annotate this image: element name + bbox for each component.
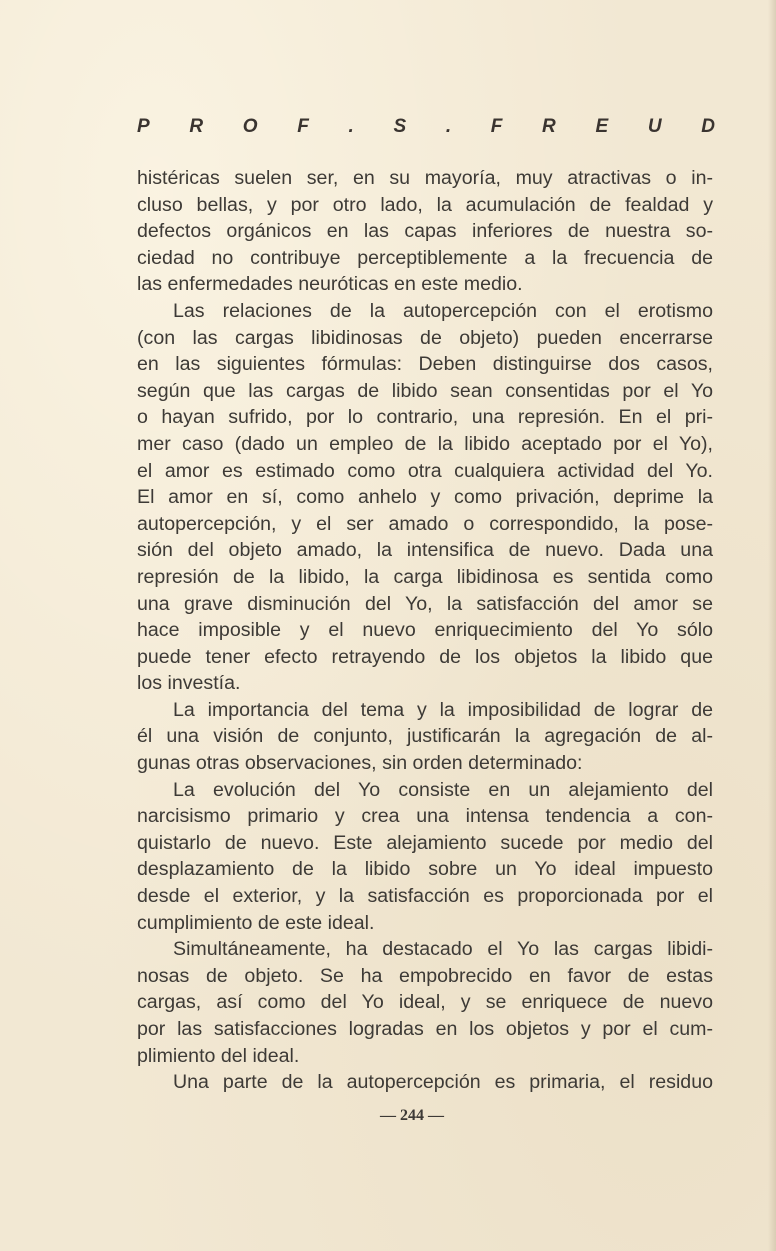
running-head-letter: S: [393, 116, 407, 137]
running-head-letter: R: [189, 116, 204, 137]
text-line: en las siguientes fórmulas: Deben distinguirse dos casos,: [137, 353, 713, 376]
text-line: ciedad no contribuye perceptiblemente a la frecuencia de: [137, 246, 713, 269]
page-edge-shadow: [768, 0, 776, 1251]
text-line: La importancia del tema y la imposibilidad de lograr de: [173, 698, 713, 721]
text-line: quistarlo de nuevo. Este alejamiento sucede por medio del: [137, 831, 713, 854]
text-line: defectos orgánicos en las capas inferiores de nuestra so-: [137, 220, 713, 243]
text-line: según que las cargas de libido sean consentidas por el Yo: [137, 379, 713, 402]
text-line: Una parte de la autopercepción es primaria, el residuo: [173, 1071, 713, 1094]
text-line: desplazamiento de la libido sobre un Yo ideal impuesto: [137, 858, 713, 881]
running-head-letter: F: [490, 116, 503, 137]
text-line: desde el exterior, y la satisfacción es proporcionada por el: [137, 885, 713, 908]
text-line: los investía.: [137, 672, 241, 695]
text-line: Las relaciones de la autopercepción con el erotismo: [173, 299, 713, 322]
text-line: por las satisfacciones logradas en los objetos y por el cum-: [137, 1018, 713, 1040]
text-line: El amor en sí, como anhelo y como privación, deprime la: [137, 486, 713, 509]
text-line: nosas de objeto. Se ha empobrecido en favor de estas: [137, 964, 713, 987]
running-head-letter: .: [445, 116, 452, 137]
text-line: sión del objeto amado, la intensifica de nuevo. Dada una: [137, 539, 713, 562]
running-head-letter: F: [297, 116, 309, 137]
text-line: narcisismo primario y crea una intensa tendencia a con-: [137, 805, 713, 828]
text-line: plimiento del ideal.: [137, 1044, 300, 1067]
text-line: o hayan sufrido, por lo contrario, una represión. En el pri-: [137, 406, 713, 429]
text-line: La evolución del Yo consiste en un alejamiento del: [173, 778, 713, 801]
body-text: [137, 165, 713, 1096]
text-line: represión de la libido, la carga libidinosa es sentida como: [137, 565, 713, 588]
running-head-letter: E: [595, 116, 609, 137]
running-head-letter: .: [348, 116, 354, 137]
running-head-letter: R: [542, 116, 556, 137]
text-line: gunas otras observaciones, sin orden determinado:: [137, 752, 583, 775]
text-line: el amor es estimado como otra cualquiera actividad del Yo.: [137, 459, 713, 482]
text-line: él una visión de conjunto, justificarán la agregación de al-: [137, 725, 713, 748]
text-line: cumplimiento de este ideal.: [137, 911, 375, 934]
running-head-letter: P: [137, 116, 150, 137]
text-line: las enfermedades neuróticas en este medio.: [137, 273, 523, 296]
page-number: — 244 —: [380, 1107, 444, 1124]
text-line: mer caso (dado un empleo de la libido aceptado por el Yo),: [137, 432, 713, 455]
text-line: (con las cargas libidinosas de objeto) pueden encerrarse: [137, 326, 713, 349]
text-line: cluso bellas, y por otro lado, la acumulación de fealdad y: [137, 193, 713, 216]
text-line: autopercepción, y el ser amado o correspondido, la pose-: [137, 512, 713, 535]
text-line: histéricas suelen ser, en su mayoría, muy atractivas o in-: [137, 167, 713, 189]
text-line: una grave disminución del Yo, la satisfacción del amor se: [137, 592, 713, 615]
running-head: [137, 116, 715, 138]
text-line: hace imposible y el nuevo enriquecimiento del Yo sólo: [137, 619, 713, 642]
running-head-letter: O: [242, 116, 258, 137]
text-line: Simultáneamente, ha destacado el Yo las cargas libidi-: [173, 938, 713, 961]
running-head-letter: U: [647, 116, 662, 137]
text-line: puede tener efecto retrayendo de los objetos la libido que: [137, 645, 713, 668]
text-line: cargas, así como del Yo ideal, y se enriquece de nuevo: [137, 991, 713, 1014]
running-head-letter: D: [701, 116, 715, 137]
